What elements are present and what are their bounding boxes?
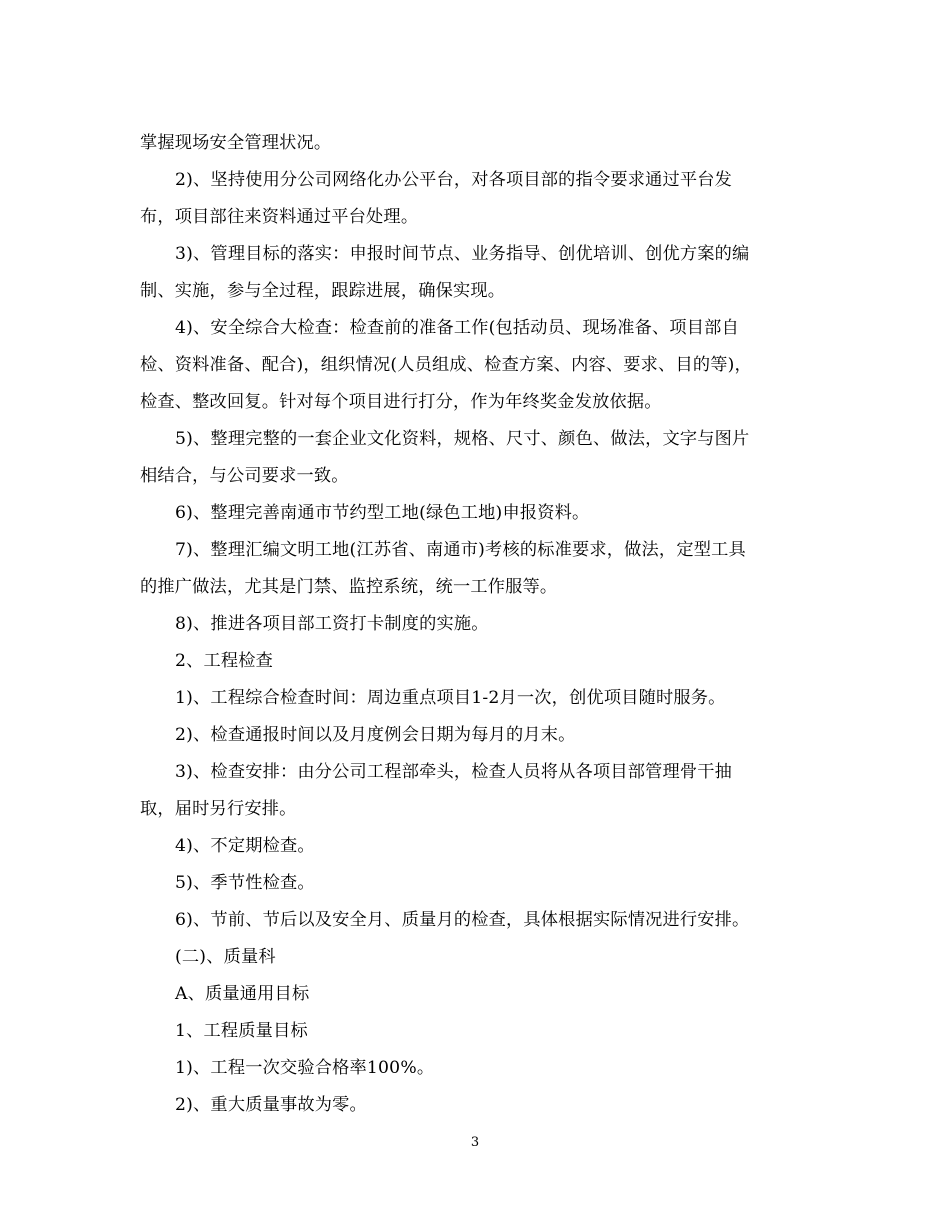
text-line: 6)、整理完善南通市节约型工地(绿色工地)申报资料。 [175,503,590,523]
text-line: 2)、检查通报时间以及月度例会日期为每月的月末。 [175,725,576,745]
text-line: 7)、整理汇编文明工地(江苏省、南通市)考核的标准要求，做法，定型工具 [175,540,746,560]
text-line: 取，届时另行安排。 [140,799,297,819]
document-body [140,125,812,1124]
text-line: 2)、重大质量事故为零。 [175,1095,367,1115]
text-line: 8)、推进各项目部工资打卡制度的实施。 [175,614,489,634]
text-line: 相结合，与公司要求一致。 [140,466,349,486]
text-line: 4)、不定期检查。 [175,836,315,856]
text-line: 布，项目部往来资料通过平台处理。 [140,207,419,227]
text-line: (二)、质量科 [175,947,276,967]
text-line: 1、工程质量目标 [175,1021,308,1041]
text-line: 检查、整改回复。针对每个项目进行打分，作为年终奖金发放依据。 [140,392,662,412]
text-line: 检、资料准备、配合)，组织情况(人员组成、检查方案、内容、要求、目的等)， [140,355,752,375]
text-line: 4)、安全综合大检查：检查前的准备工作(包括动员、现场准备、项目部自 [175,318,739,338]
text-line: 6)、节前、节后以及安全月、质量月的检查，具体根据实际情况进行安排。 [175,910,750,930]
text-line: 3)、检查安排：由分公司工程部牵头，检查人员将从各项目部管理骨干抽 [175,762,733,782]
text-line: 5)、季节性检查。 [175,873,315,893]
text-line: 2、工程检查 [175,651,274,671]
text-line: 的推广做法，尤其是门禁、监控系统，统一工作服等。 [140,577,558,597]
text-line: A、质量通用目标 [175,984,310,1004]
text-line: 1)、工程一次交验合格率100%。 [175,1058,435,1078]
text-line: 掌握现场安全管理状况。 [140,133,332,153]
text-line: 2)、坚持使用分公司网络化办公平台，对各项目部的指令要求通过平台发 [175,170,733,190]
text-line: 5)、整理完整的一套企业文化资料，规格、尺寸、颜色、做法，文字与图片 [175,429,750,449]
text-line: 1)、工程综合检查时间：周边重点项目1-2月一次，创优项目随时服务。 [175,688,726,708]
text-line: 3)、管理目标的落实：申报时间节点、业务指导、创优培训、创优方案的编 [175,244,750,264]
text-line: 制、实施，参与全过程，跟踪进展，确保实现。 [140,281,506,301]
page-number: 3 [470,1135,480,1150]
